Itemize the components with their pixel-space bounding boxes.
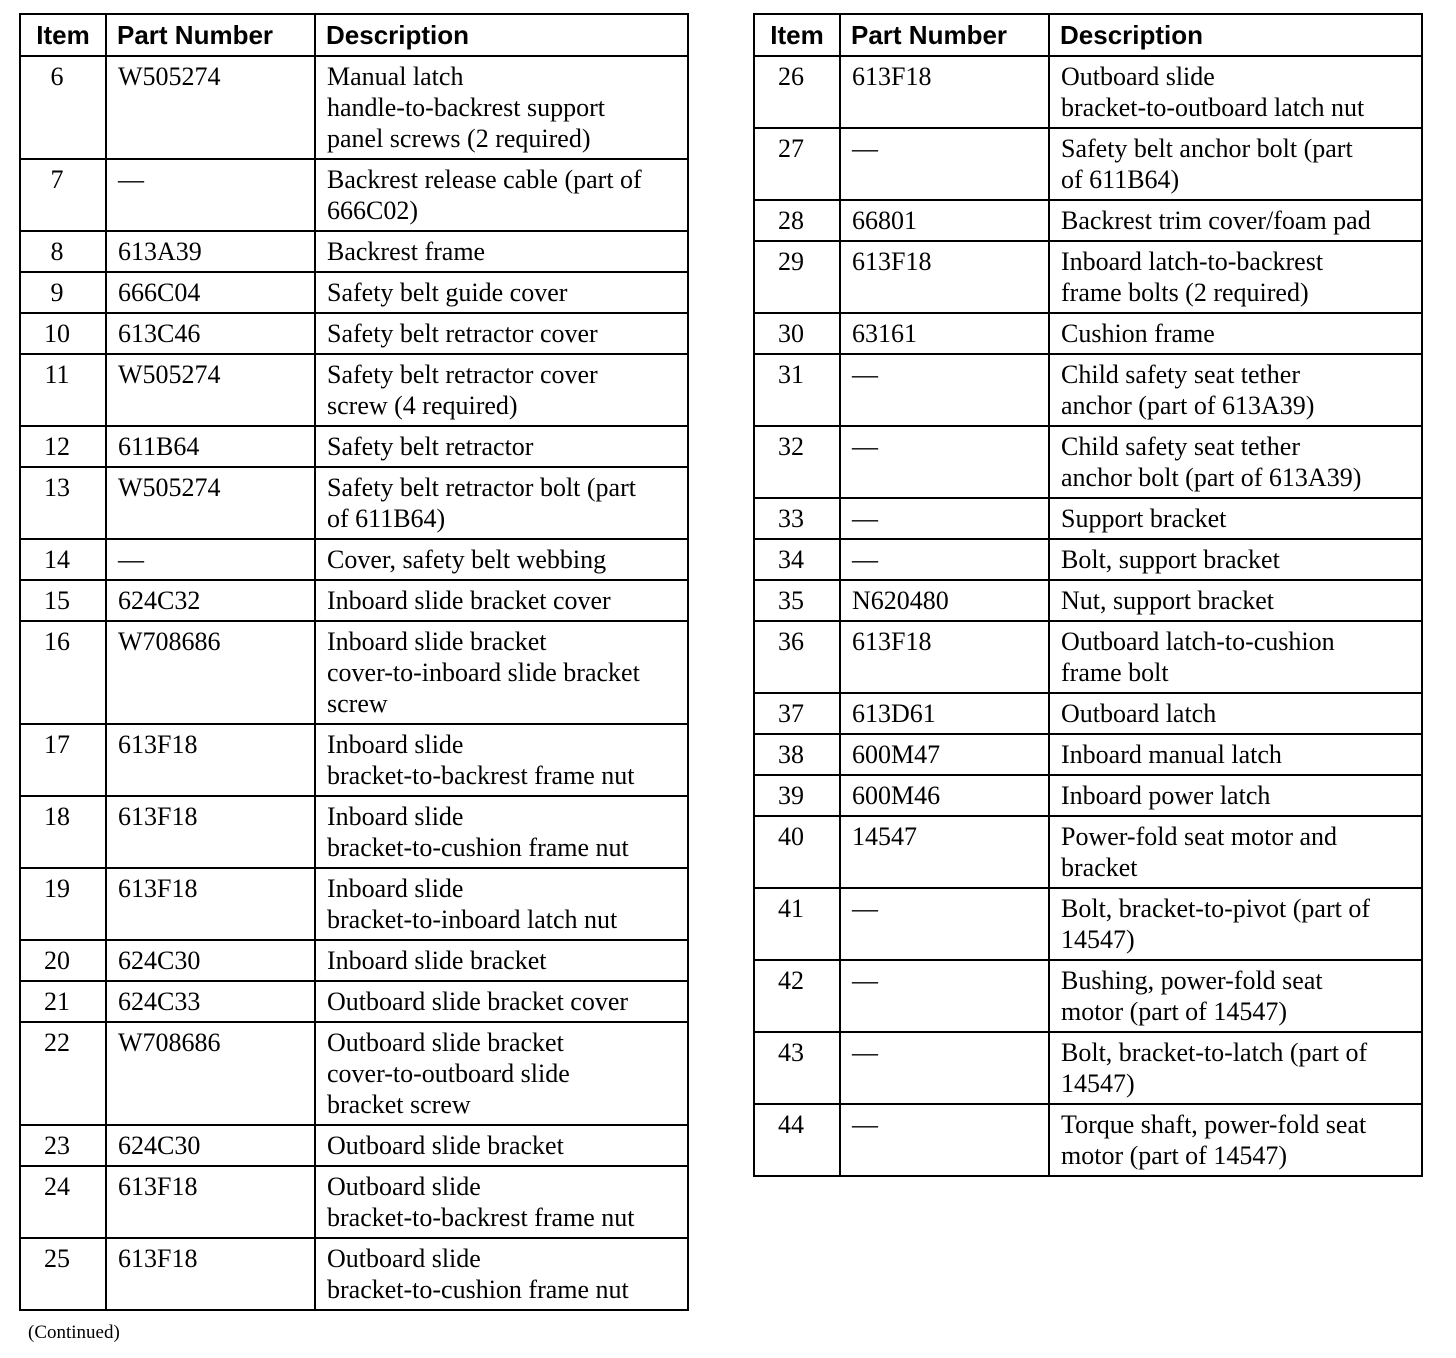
description-cell: Outboard slide bracket-to-outboard latch nut (1049, 56, 1422, 128)
item-cell: 40 (754, 816, 840, 888)
item-cell: 34 (754, 539, 840, 580)
item-cell: 25 (20, 1238, 106, 1310)
header-item: Item (20, 14, 106, 56)
table-row (20, 981, 688, 1022)
item-cell: 9 (20, 272, 106, 313)
item-cell: 29 (754, 241, 840, 313)
description-cell: Outboard slide bracket cover (315, 981, 688, 1022)
item-cell: 26 (754, 56, 840, 128)
description-cell: Power-fold seat motor and bracket (1049, 816, 1422, 888)
description-cell: Outboard slide bracket-to-backrest frame nut (315, 1166, 688, 1238)
table-row (20, 580, 688, 621)
item-cell: 22 (20, 1022, 106, 1125)
table-row (754, 498, 1422, 539)
description-cell: Safety belt guide cover (315, 272, 688, 313)
part-number-cell: 613C46 (106, 313, 315, 354)
description-cell: Inboard slide bracket (315, 940, 688, 981)
item-cell: 12 (20, 426, 106, 467)
item-cell: 33 (754, 498, 840, 539)
description-cell: Backrest trim cover/foam pad (1049, 200, 1422, 241)
part-number-cell: W505274 (106, 56, 315, 159)
part-number-cell: 613D61 (840, 693, 1049, 734)
item-cell: 17 (20, 724, 106, 796)
description-cell: Outboard latch (1049, 693, 1422, 734)
item-cell: 30 (754, 313, 840, 354)
table-row (754, 128, 1422, 200)
description-cell: Support bracket (1049, 498, 1422, 539)
description-cell: Backrest frame (315, 231, 688, 272)
table-row (754, 1104, 1422, 1176)
table-row (754, 539, 1422, 580)
item-cell: 39 (754, 775, 840, 816)
header-part-number: Part Number (106, 14, 315, 56)
table-row (20, 1022, 688, 1125)
table-row (20, 1125, 688, 1166)
table-row (754, 200, 1422, 241)
table-row (754, 241, 1422, 313)
part-number-cell: — (840, 426, 1049, 498)
item-cell: 42 (754, 960, 840, 1032)
part-number-cell: 624C33 (106, 981, 315, 1022)
item-cell: 11 (20, 354, 106, 426)
item-cell: 41 (754, 888, 840, 960)
description-cell: Inboard slide bracket cover (315, 580, 688, 621)
part-number-cell: — (840, 354, 1049, 426)
table-row (20, 796, 688, 868)
table-row (754, 580, 1422, 621)
item-cell: 16 (20, 621, 106, 724)
item-cell: 35 (754, 580, 840, 621)
table-row (20, 621, 688, 724)
part-number-cell: 66801 (840, 200, 1049, 241)
item-cell: 7 (20, 159, 106, 231)
item-cell: 43 (754, 1032, 840, 1104)
description-cell: Inboard slide bracket cover-to-inboard slide bracket screw (315, 621, 688, 724)
part-number-cell: 613F18 (106, 796, 315, 868)
item-cell: 32 (754, 426, 840, 498)
parts-table-right (753, 13, 1423, 1177)
description-cell: Inboard manual latch (1049, 734, 1422, 775)
continued-note: (Continued) (28, 1322, 120, 1343)
table-row (754, 56, 1422, 128)
table-header-row (20, 14, 688, 56)
part-number-cell: W708686 (106, 1022, 315, 1125)
part-number-cell: — (840, 498, 1049, 539)
table-row (20, 724, 688, 796)
description-cell: Safety belt retractor bolt (part of 611B64) (315, 467, 688, 539)
table-row (754, 313, 1422, 354)
table-row (754, 621, 1422, 693)
table-row (20, 940, 688, 981)
part-number-cell: — (840, 1032, 1049, 1104)
part-number-cell: — (840, 539, 1049, 580)
part-number-cell: — (840, 888, 1049, 960)
description-cell: Outboard slide bracket (315, 1125, 688, 1166)
table-row (20, 272, 688, 313)
description-cell: Safety belt retractor (315, 426, 688, 467)
description-cell: Bolt, bracket-to-latch (part of 14547) (1049, 1032, 1422, 1104)
part-number-cell: 613F18 (840, 56, 1049, 128)
part-number-cell: 613F18 (106, 1166, 315, 1238)
item-cell: 13 (20, 467, 106, 539)
item-cell: 21 (20, 981, 106, 1022)
table-row (20, 1166, 688, 1238)
part-number-cell: — (106, 539, 315, 580)
part-number-cell: 666C04 (106, 272, 315, 313)
part-number-cell: 600M46 (840, 775, 1049, 816)
item-cell: 44 (754, 1104, 840, 1176)
table-row (754, 775, 1422, 816)
parts-table-left (19, 13, 689, 1311)
table-row (20, 539, 688, 580)
table-row (20, 1238, 688, 1310)
part-number-cell: W505274 (106, 354, 315, 426)
item-cell: 31 (754, 354, 840, 426)
table-row (754, 426, 1422, 498)
part-number-cell: — (840, 960, 1049, 1032)
part-number-cell: 14547 (840, 816, 1049, 888)
part-number-cell: — (840, 1104, 1049, 1176)
item-cell: 19 (20, 868, 106, 940)
header-part-number: Part Number (840, 14, 1049, 56)
item-cell: 37 (754, 693, 840, 734)
item-cell: 24 (20, 1166, 106, 1238)
part-number-cell: 624C32 (106, 580, 315, 621)
item-cell: 6 (20, 56, 106, 159)
table-row (754, 693, 1422, 734)
part-number-cell: N620480 (840, 580, 1049, 621)
description-cell: Child safety seat tether anchor (part of 613A39) (1049, 354, 1422, 426)
table-row (20, 231, 688, 272)
description-cell: Cushion frame (1049, 313, 1422, 354)
part-number-cell: 624C30 (106, 940, 315, 981)
item-cell: 36 (754, 621, 840, 693)
description-cell: Outboard slide bracket cover-to-outboard slide bracket screw (315, 1022, 688, 1125)
header-item: Item (754, 14, 840, 56)
part-number-cell: W505274 (106, 467, 315, 539)
table-row (754, 888, 1422, 960)
table-row (20, 56, 688, 159)
header-description: Description (1049, 14, 1422, 56)
part-number-cell: 613F18 (840, 621, 1049, 693)
item-cell: 27 (754, 128, 840, 200)
description-cell: Child safety seat tether anchor bolt (part of 613A39) (1049, 426, 1422, 498)
table-row (20, 868, 688, 940)
item-cell: 10 (20, 313, 106, 354)
item-cell: 23 (20, 1125, 106, 1166)
table-row (754, 354, 1422, 426)
part-number-cell: — (840, 128, 1049, 200)
item-cell: 15 (20, 580, 106, 621)
description-cell: Cover, safety belt webbing (315, 539, 688, 580)
part-number-cell: 611B64 (106, 426, 315, 467)
description-cell: Inboard slide bracket-to-cushion frame nut (315, 796, 688, 868)
table-row (20, 426, 688, 467)
description-cell: Torque shaft, power-fold seat motor (part of 14547) (1049, 1104, 1422, 1176)
table-row (754, 816, 1422, 888)
description-cell: Bolt, support bracket (1049, 539, 1422, 580)
part-number-cell: 63161 (840, 313, 1049, 354)
part-number-cell: W708686 (106, 621, 315, 724)
item-cell: 8 (20, 231, 106, 272)
part-number-cell: — (106, 159, 315, 231)
table-body-right (754, 56, 1422, 1176)
description-cell: Safety belt retractor cover (315, 313, 688, 354)
part-number-cell: 613F18 (106, 868, 315, 940)
item-cell: 20 (20, 940, 106, 981)
description-cell: Safety belt anchor bolt (part of 611B64) (1049, 128, 1422, 200)
table-header-row (754, 14, 1422, 56)
item-cell: 18 (20, 796, 106, 868)
table-row (20, 313, 688, 354)
item-cell: 38 (754, 734, 840, 775)
table-row (20, 467, 688, 539)
table-body-left (20, 56, 688, 1310)
description-cell: Outboard slide bracket-to-cushion frame nut (315, 1238, 688, 1310)
description-cell: Inboard slide bracket-to-inboard latch nut (315, 868, 688, 940)
item-cell: 14 (20, 539, 106, 580)
part-number-cell: 613F18 (840, 241, 1049, 313)
table-row (20, 159, 688, 231)
description-cell: Inboard slide bracket-to-backrest frame nut (315, 724, 688, 796)
description-cell: Inboard latch-to-backrest frame bolts (2 required) (1049, 241, 1422, 313)
item-cell: 28 (754, 200, 840, 241)
part-number-cell: 624C30 (106, 1125, 315, 1166)
header-description: Description (315, 14, 688, 56)
part-number-cell: 600M47 (840, 734, 1049, 775)
description-cell: Manual latch handle-to-backrest support panel screws (2 required) (315, 56, 688, 159)
table-row (754, 960, 1422, 1032)
part-number-cell: 613F18 (106, 724, 315, 796)
description-cell: Nut, support bracket (1049, 580, 1422, 621)
description-cell: Backrest release cable (part of 666C02) (315, 159, 688, 231)
description-cell: Bolt, bracket-to-pivot (part of 14547) (1049, 888, 1422, 960)
description-cell: Bushing, power-fold seat motor (part of 14547) (1049, 960, 1422, 1032)
table-row (754, 734, 1422, 775)
description-cell: Inboard power latch (1049, 775, 1422, 816)
part-number-cell: 613F18 (106, 1238, 315, 1310)
description-cell: Safety belt retractor cover screw (4 required) (315, 354, 688, 426)
table-row (754, 1032, 1422, 1104)
table-row (20, 354, 688, 426)
description-cell: Outboard latch-to-cushion frame bolt (1049, 621, 1422, 693)
part-number-cell: 613A39 (106, 231, 315, 272)
